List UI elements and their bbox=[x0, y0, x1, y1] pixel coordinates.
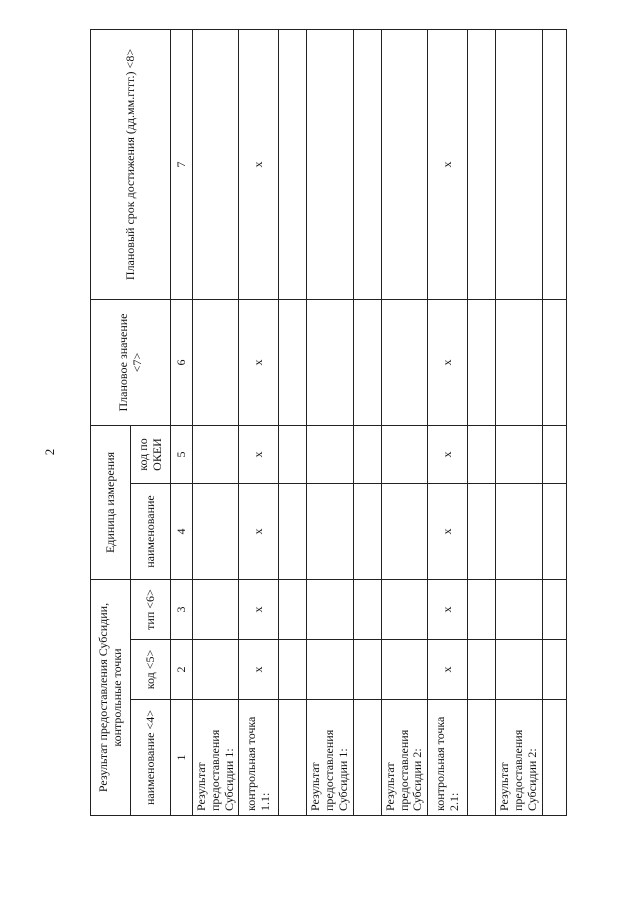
row-unit-name bbox=[542, 484, 566, 580]
row-type bbox=[542, 580, 566, 640]
row-unit-name bbox=[193, 484, 239, 580]
row-type: x bbox=[239, 580, 279, 640]
row-unit-name bbox=[381, 484, 427, 580]
header-code: код <5> bbox=[131, 640, 171, 700]
row-name bbox=[353, 700, 381, 816]
row-date bbox=[381, 30, 427, 300]
row-unit-name bbox=[468, 484, 496, 580]
row-unit-name bbox=[353, 484, 381, 580]
row-okei bbox=[496, 426, 542, 484]
row-date bbox=[307, 30, 353, 300]
row-value: x bbox=[239, 300, 279, 426]
row-name: Результат предоставления Субсидии 2: bbox=[381, 700, 427, 816]
row-type bbox=[193, 580, 239, 640]
row-value bbox=[542, 300, 566, 426]
header-okei: код по ОКЕИ bbox=[131, 426, 171, 484]
row-date bbox=[279, 30, 307, 300]
row-okei bbox=[279, 426, 307, 484]
table-row bbox=[193, 30, 239, 816]
row-name: контрольная точка 2.1: bbox=[428, 700, 468, 816]
row-date bbox=[193, 30, 239, 300]
row-code bbox=[353, 640, 381, 700]
table-row bbox=[239, 30, 279, 816]
row-okei bbox=[468, 426, 496, 484]
header-planned-date: Плановый срок достижения (дд.мм.гггг.) <8> bbox=[91, 30, 171, 300]
row-okei bbox=[381, 426, 427, 484]
table-row bbox=[542, 30, 566, 816]
header-unit-name: наименование bbox=[131, 484, 171, 580]
row-okei bbox=[542, 426, 566, 484]
rotated-table-area bbox=[90, 30, 539, 816]
row-name: контрольная точка 1.1: bbox=[239, 700, 279, 816]
column-number: 1 bbox=[171, 700, 193, 816]
row-name bbox=[468, 700, 496, 816]
table-row bbox=[381, 30, 427, 816]
table-row bbox=[428, 30, 468, 816]
row-type bbox=[279, 580, 307, 640]
row-date bbox=[542, 30, 566, 300]
row-value: x bbox=[428, 300, 468, 426]
row-name: Результат предоставления Субсидии 2: bbox=[496, 700, 542, 816]
column-number: 6 bbox=[171, 300, 193, 426]
row-unit-name: x bbox=[428, 484, 468, 580]
table-row bbox=[353, 30, 381, 816]
row-okei bbox=[353, 426, 381, 484]
row-code bbox=[381, 640, 427, 700]
row-date: x bbox=[428, 30, 468, 300]
row-code bbox=[279, 640, 307, 700]
row-type: x bbox=[428, 580, 468, 640]
table-wrapper bbox=[90, 30, 539, 816]
row-code: x bbox=[239, 640, 279, 700]
header-unit-group: Единица измерения bbox=[91, 426, 131, 580]
row-value bbox=[307, 300, 353, 426]
row-code bbox=[496, 640, 542, 700]
row-unit-name: x bbox=[239, 484, 279, 580]
row-value bbox=[468, 300, 496, 426]
column-number: 5 bbox=[171, 426, 193, 484]
column-number: 4 bbox=[171, 484, 193, 580]
header-type: тип <6> bbox=[131, 580, 171, 640]
row-date bbox=[468, 30, 496, 300]
table-row bbox=[468, 30, 496, 816]
header-planned-value: Плановое значение <7> bbox=[91, 300, 171, 426]
results-table bbox=[90, 29, 567, 816]
row-code bbox=[193, 640, 239, 700]
row-date bbox=[496, 30, 542, 300]
row-value bbox=[381, 300, 427, 426]
row-code: x bbox=[428, 640, 468, 700]
header-row-1 bbox=[91, 30, 131, 816]
row-name: Результат предоставления Субсидии 1: bbox=[193, 700, 239, 816]
row-unit-name bbox=[307, 484, 353, 580]
page-number: 2 bbox=[42, 448, 57, 456]
row-date: x bbox=[239, 30, 279, 300]
column-number: 2 bbox=[171, 640, 193, 700]
row-date bbox=[353, 30, 381, 300]
row-okei: x bbox=[239, 426, 279, 484]
row-type bbox=[381, 580, 427, 640]
row-okei bbox=[193, 426, 239, 484]
row-name bbox=[542, 700, 566, 816]
column-number: 3 bbox=[171, 580, 193, 640]
row-type bbox=[353, 580, 381, 640]
row-code bbox=[468, 640, 496, 700]
row-value bbox=[496, 300, 542, 426]
table-row bbox=[307, 30, 353, 816]
row-unit-name bbox=[496, 484, 542, 580]
row-unit-name bbox=[279, 484, 307, 580]
row-type bbox=[468, 580, 496, 640]
header-name: наименование <4> bbox=[131, 700, 171, 816]
row-value bbox=[353, 300, 381, 426]
header-result-group: Результат предоставления Субсидии, контрольные точки bbox=[91, 580, 131, 816]
row-type bbox=[496, 580, 542, 640]
row-code bbox=[307, 640, 353, 700]
row-okei: x bbox=[428, 426, 468, 484]
row-value bbox=[193, 300, 239, 426]
row-okei bbox=[307, 426, 353, 484]
column-number: 7 bbox=[171, 30, 193, 300]
row-name bbox=[279, 700, 307, 816]
column-number-row bbox=[171, 30, 193, 816]
table-row bbox=[279, 30, 307, 816]
table-row bbox=[496, 30, 542, 816]
row-value bbox=[279, 300, 307, 426]
row-name: Результат предоставления Субсидии 1: bbox=[307, 700, 353, 816]
row-type bbox=[307, 580, 353, 640]
row-code bbox=[542, 640, 566, 700]
